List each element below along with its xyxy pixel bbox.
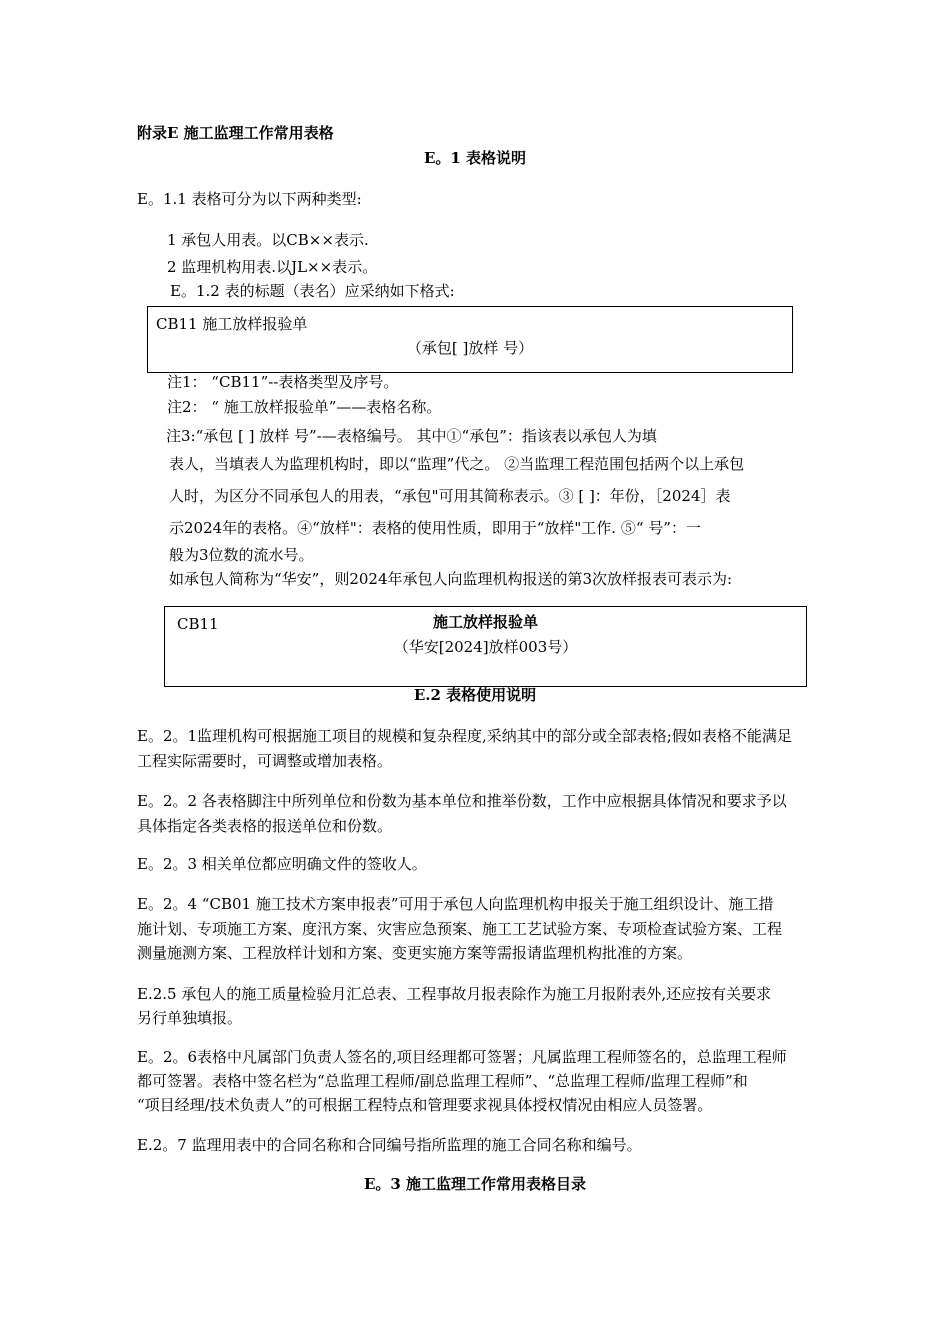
para-line: E。2。2 各表格脚注中所列单位和份数为基本单位和推举份数，工作中应根据具体情况和要求予以 — [137, 792, 787, 810]
note-3-line: 示2024年的表格。④“放样"：表格的使用性质，即用于“放样"工作. ⑤“ 号”：一 — [169, 519, 701, 537]
para-line: 都可签署。表格中签名栏为“总监理工程师/副总监理工程师”、“总监理工程师/监理工程师”和 — [137, 1072, 748, 1090]
note-3-line: 表人，当填表人为监理机构时，即以“监理”代之。 ②当监理工程范围包括两个以上承包 — [169, 455, 745, 473]
section-e3-heading: E。3 施工监理工作常用表格目录 — [363, 1175, 587, 1193]
appendix-title: 附录E 施工监理工作常用表格 — [137, 124, 334, 142]
list-item-2: 2 监理机构用表.以JL××表示。 — [167, 258, 378, 276]
note-3-line: 注3:“承包 [ ] 放样 号”-—表格编号。 其中①“承包”：指该表以承包人为填 — [166, 427, 657, 445]
para-line: E。2。6表格中凡属部门负责人签名的,项目经理都可签署；凡属监理工程师签名的，总监理工程师 — [137, 1048, 787, 1066]
para-line: E。2。1监理机构可根据施工项目的规模和复杂程度,采纳其中的部分或全部表格;假如表格不能满足 — [137, 727, 792, 745]
note-3-line: 般为3位数的流水号。 — [169, 546, 314, 564]
box1-code-title: CB11 施工放样报验单 — [156, 315, 308, 333]
section-e1-heading: E。1 表格说明 — [423, 149, 527, 167]
para-line: 工程实际需要时，可调整或增加表格。 — [137, 752, 393, 770]
para-e1-1: E。1.1 表格可分为以下两种类型: — [137, 190, 362, 208]
note-2: 注2： “ 施工放样报验单”——表格名称。 — [167, 398, 442, 416]
para-line: E。2。4 “CB01 施工技术方案申报表”可用于承包人向监理机构申报关于施工组织设计、施工措 — [137, 895, 774, 913]
format-box-example — [164, 606, 807, 687]
para-line: 具体指定各类表格的报送单位和份数。 — [137, 817, 393, 835]
box2-code: CB11 — [177, 615, 219, 633]
para-line: E。2。3 相关单位都应明确文件的签收人。 — [137, 855, 427, 873]
box2-title: 施工放样报验单 — [432, 613, 538, 631]
box2-number: （华安[2024]放样003号） — [393, 638, 578, 656]
format-box-template — [147, 306, 793, 373]
note-1: 注1： “CB11”--表格类型及序号。 — [167, 373, 399, 391]
section-e2-heading: E.2 表格使用说明 — [413, 686, 537, 704]
para-line: E.2.5 承包人的施工质量检验月汇总表、工程事故月报表除作为施工月报附表外,还应按有关要求 — [137, 985, 772, 1003]
example-intro: 如承包人简称为“华安”，则2024年承包人向监理机构报送的第3次放样报表可表示为: — [169, 570, 733, 588]
para-line: 施计划、专项施工方案、度汛方案、灾害应急预案、施工工艺试验方案、专项检查试验方案、工程 — [137, 920, 783, 938]
para-line: E.2。7 监理用表中的合同名称和合同编号指所监理的施工合同名称和编号。 — [137, 1136, 642, 1154]
list-item-1: 1 承包人用表。以CB××表示. — [167, 231, 369, 249]
para-e1-2: E。1.2 表的标题（表名）应采纳如下格式: — [170, 282, 455, 300]
box1-number: （承包[ ]放样 号） — [406, 339, 534, 357]
note-3-line: 人时，为区分不同承包人的用表，“承包"可用其简称表示。③ [ ]：年份，［2024］表 — [169, 487, 731, 505]
para-line: “项目经理/技术负责人”的可根据工程特点和管理要求视具体授权情况由相应人员签署。 — [137, 1096, 713, 1114]
para-line: 另行单独填报。 — [137, 1009, 243, 1027]
para-line: 测量施测方案、工程放样计划和方案、变更实施方案等需报请监理机构批准的方案。 — [137, 944, 693, 962]
